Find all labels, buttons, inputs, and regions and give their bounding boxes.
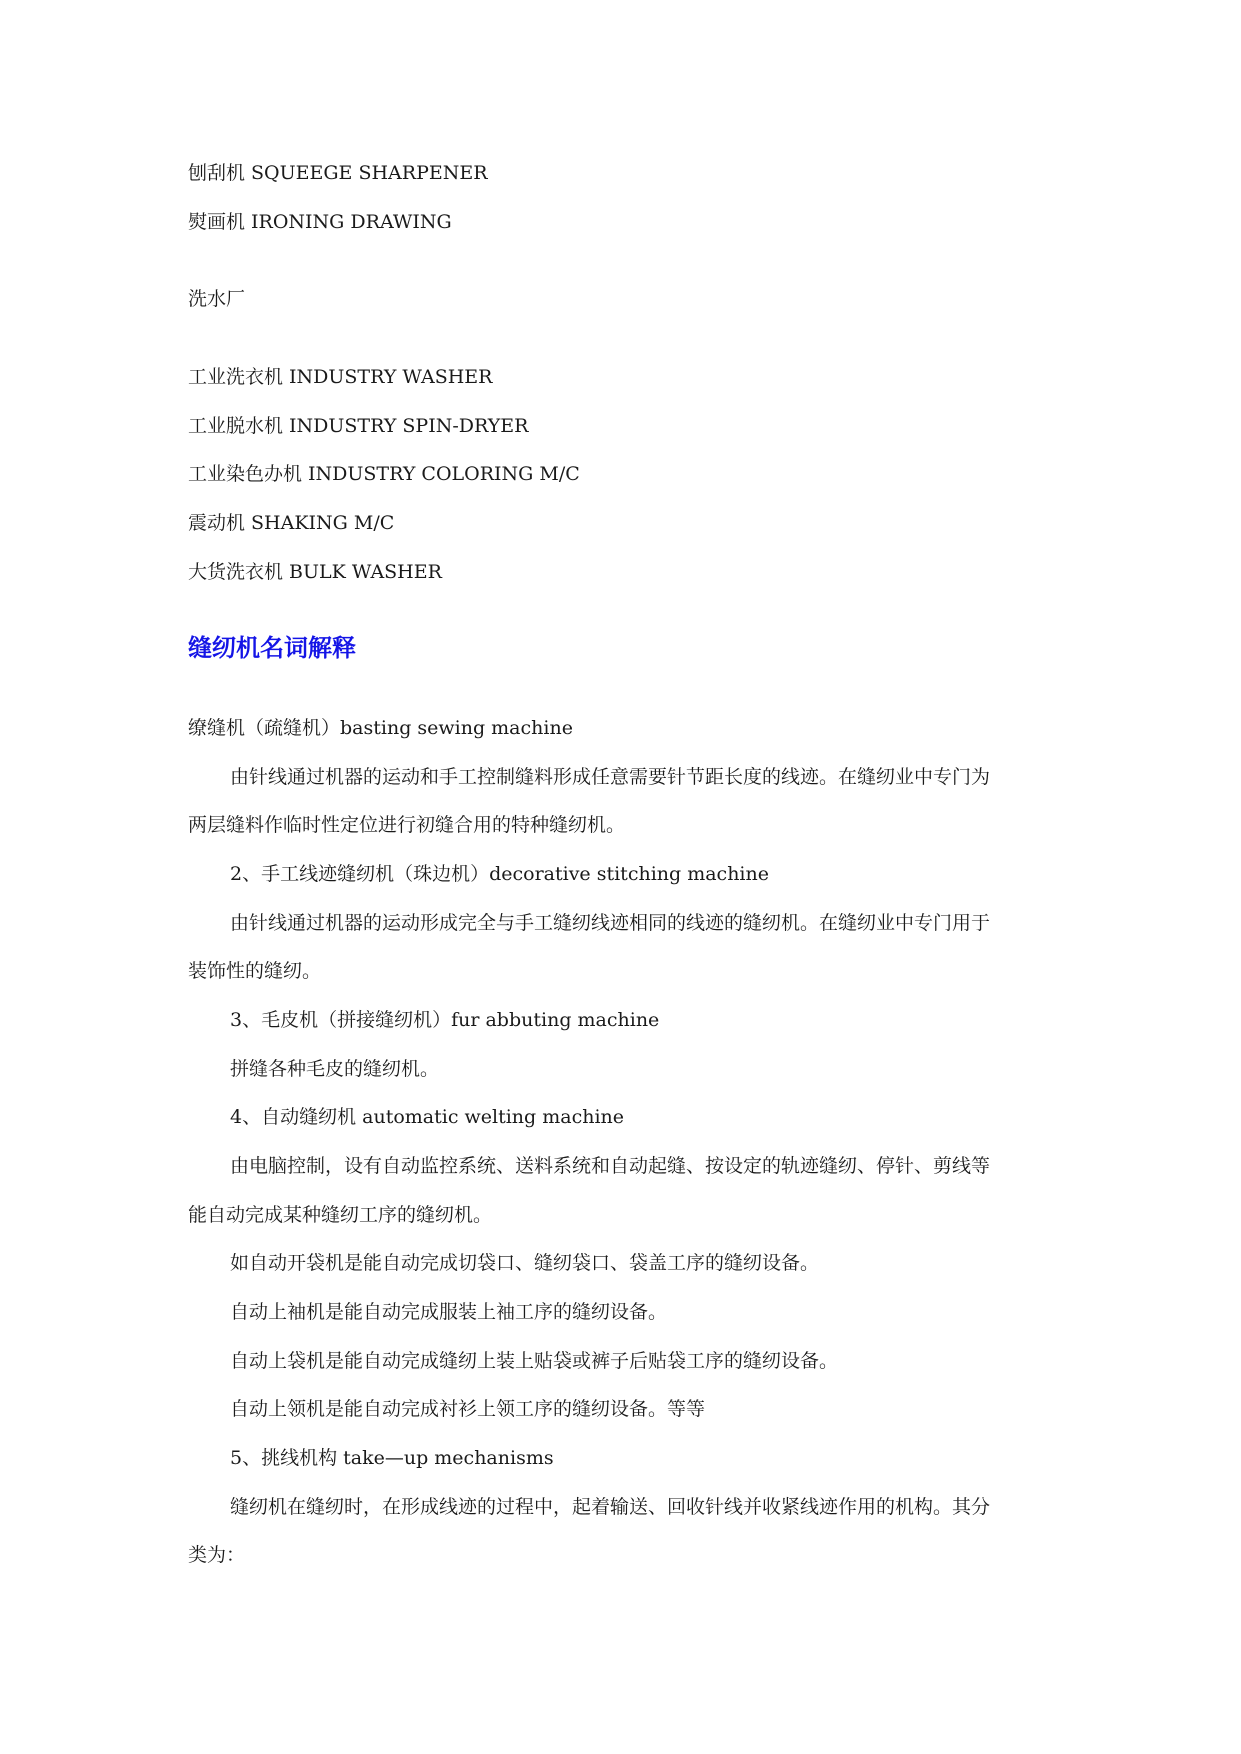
washing-item-spin-dryer: 工业脱水机 INDUSTRY SPIN-DRYER (188, 415, 529, 437)
glossary-line: 装饰性的缝纫。 (188, 960, 322, 982)
equipment-line-ironing-drawing: 熨画机 IRONING DRAWING (188, 211, 452, 233)
washing-item-bulk-washer: 大货洗衣机 BULK WASHER (188, 561, 442, 583)
washing-item-industry-washer: 工业洗衣机 INDUSTRY WASHER (188, 366, 493, 388)
glossary-line: 缭缝机（疏缝机）basting sewing machine (188, 717, 573, 739)
glossary-line: 拼缝各种毛皮的缝纫机。 (230, 1058, 440, 1080)
glossary-line: 自动上袖机是能自动完成服装上袖工序的缝纫设备。 (230, 1301, 668, 1323)
glossary-line: 自动上袋机是能自动完成缝纫上装上贴袋或裤子后贴袋工序的缝纫设备。 (230, 1350, 839, 1372)
washing-item-coloring: 工业染色办机 INDUSTRY COLORING M/C (188, 463, 580, 485)
glossary-line: 如自动开袋机是能自动完成切袋口、缝纫袋口、袋盖工序的缝纫设备。 (230, 1252, 820, 1274)
glossary-line: 由电脑控制，设有自动监控系统、送料系统和自动起缝、按设定的轨迹缝纫、停针、剪线等 (230, 1155, 991, 1177)
equipment-line-squeegee-sharpener: 刨刮机 SQUEEGE SHARPENER (188, 162, 488, 184)
glossary-heading: 缝纫机名词解释 (188, 634, 356, 662)
glossary-line: 4、自动缝纫机 automatic welting machine (230, 1106, 625, 1128)
glossary-line: 3、毛皮机（拼接缝纫机）fur abbuting machine (230, 1009, 660, 1031)
glossary-line: 自动上领机是能自动完成衬衫上领工序的缝纫设备。等等 (230, 1398, 706, 1420)
glossary-line: 由针线通过机器的运动和手工控制缝料形成任意需要针节距长度的线迹。在缝纫业中专门为 (230, 766, 991, 788)
glossary-line: 能自动完成某种缝纫工序的缝纫机。 (188, 1204, 493, 1226)
glossary-line: 2、手工线迹缝纫机（珠边机）decorative stitching machine (230, 863, 769, 885)
glossary-line: 缝纫机在缝纫时，在形成线迹的过程中，起着输送、回收针线并收紧线迹作用的机构。其分 (230, 1496, 991, 1518)
glossary-line: 两层缝料作临时性定位进行初缝合用的特种缝纫机。 (188, 814, 626, 836)
glossary-line: 由针线通过机器的运动形成完全与手工缝纫线迹相同的线迹的缝纫机。在缝纫业中专门用于 (230, 912, 991, 934)
washing-section-title: 洗水厂 (188, 288, 246, 310)
washing-item-shaking: 震动机 SHAKING M/C (188, 512, 395, 534)
glossary-line: 5、挑线机构 take—up mechanisms (230, 1447, 554, 1469)
glossary-line: 类为： (188, 1544, 246, 1566)
